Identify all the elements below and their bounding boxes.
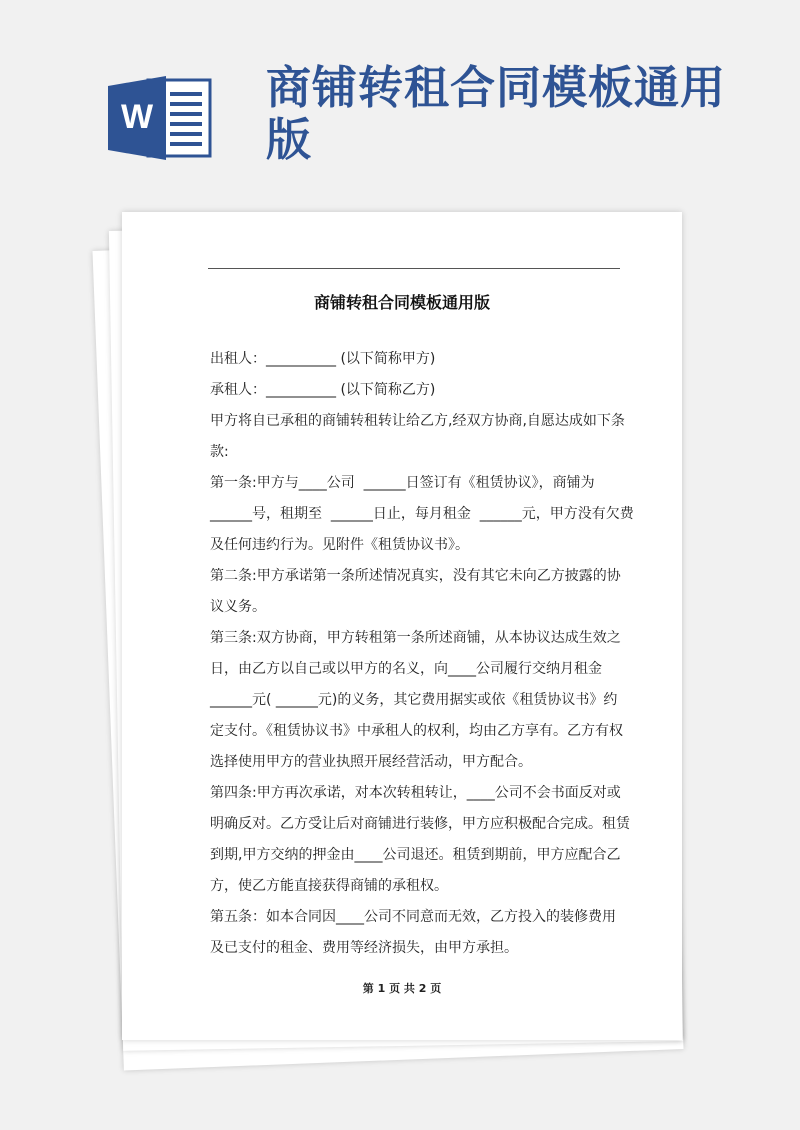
text-line: 甲方将自已承租的商铺转租转让给乙方,经双方协商,自愿达成如下条 [210,413,625,429]
document-title: 商铺转租合同模板通用版 [313,293,490,312]
text-line: 第一条:甲方与____公司 ______日签订有《租赁协议》，商铺为 [210,475,595,491]
text-line: 出租人：__________ (以下简称甲方) [210,351,436,367]
text-line: 及任何违约行为。见附件《租赁协议书》。 [210,537,469,553]
text-line: 明确反对。乙方受让后对商铺进行装修，甲方应积极配合完成。租赁 [210,816,630,832]
text-line: 到期,甲方交纳的押金由____公司退还。租赁到期前，甲方应配合乙 [210,847,621,863]
text-line: 及已支付的租金、费用等经济损失，由甲方承担。 [210,940,518,956]
text-line: 第五条：如本合同因____公司不同意而无效，乙方投入的装修费用 [210,909,616,925]
word-document-icon [108,76,212,160]
document-page [122,212,682,1040]
document-body [210,348,634,968]
text-line: 选择使用甲方的营业执照开展经营活动，甲方配合。 [210,754,532,770]
page-heading: 商铺转租合同模板通用版 [266,61,727,166]
text-line: 方，使乙方能直接获得商铺的承租权。 [210,878,448,894]
text-line: 款: [210,444,229,460]
text-line: ______元( ______元)的义务，其它费用据实或依《租赁协议书》约 [210,692,618,708]
text-line: 承租人：__________ (以下简称乙方) [210,382,436,398]
text-line: 定支付。《租赁协议书》中承租人的权利，均由乙方享有。乙方有权 [210,723,623,739]
text-line: 第三条:双方协商，甲方转租第一条所述商铺，从本协议达成生效之 [210,630,621,646]
text-line: 议义务。 [210,599,266,615]
text-line: ______号，租期至 ______日止，每月租金 ______元，甲方没有欠费 [210,506,634,522]
header-rule [208,268,620,269]
text-line: 日，由乙方以自己或以甲方的名义，向____公司履行交纳月租金 [210,661,602,677]
text-line: 第二条:甲方承诺第一条所述情况真实，没有其它未向乙方披露的协 [210,568,621,584]
text-line: 第四条:甲方再次承诺，对本次转租转让，____公司不会书面反对或 [210,785,621,801]
word-icon-letter: W [120,98,154,136]
page-footer: 第 1 页 共 2 页 [362,982,442,995]
